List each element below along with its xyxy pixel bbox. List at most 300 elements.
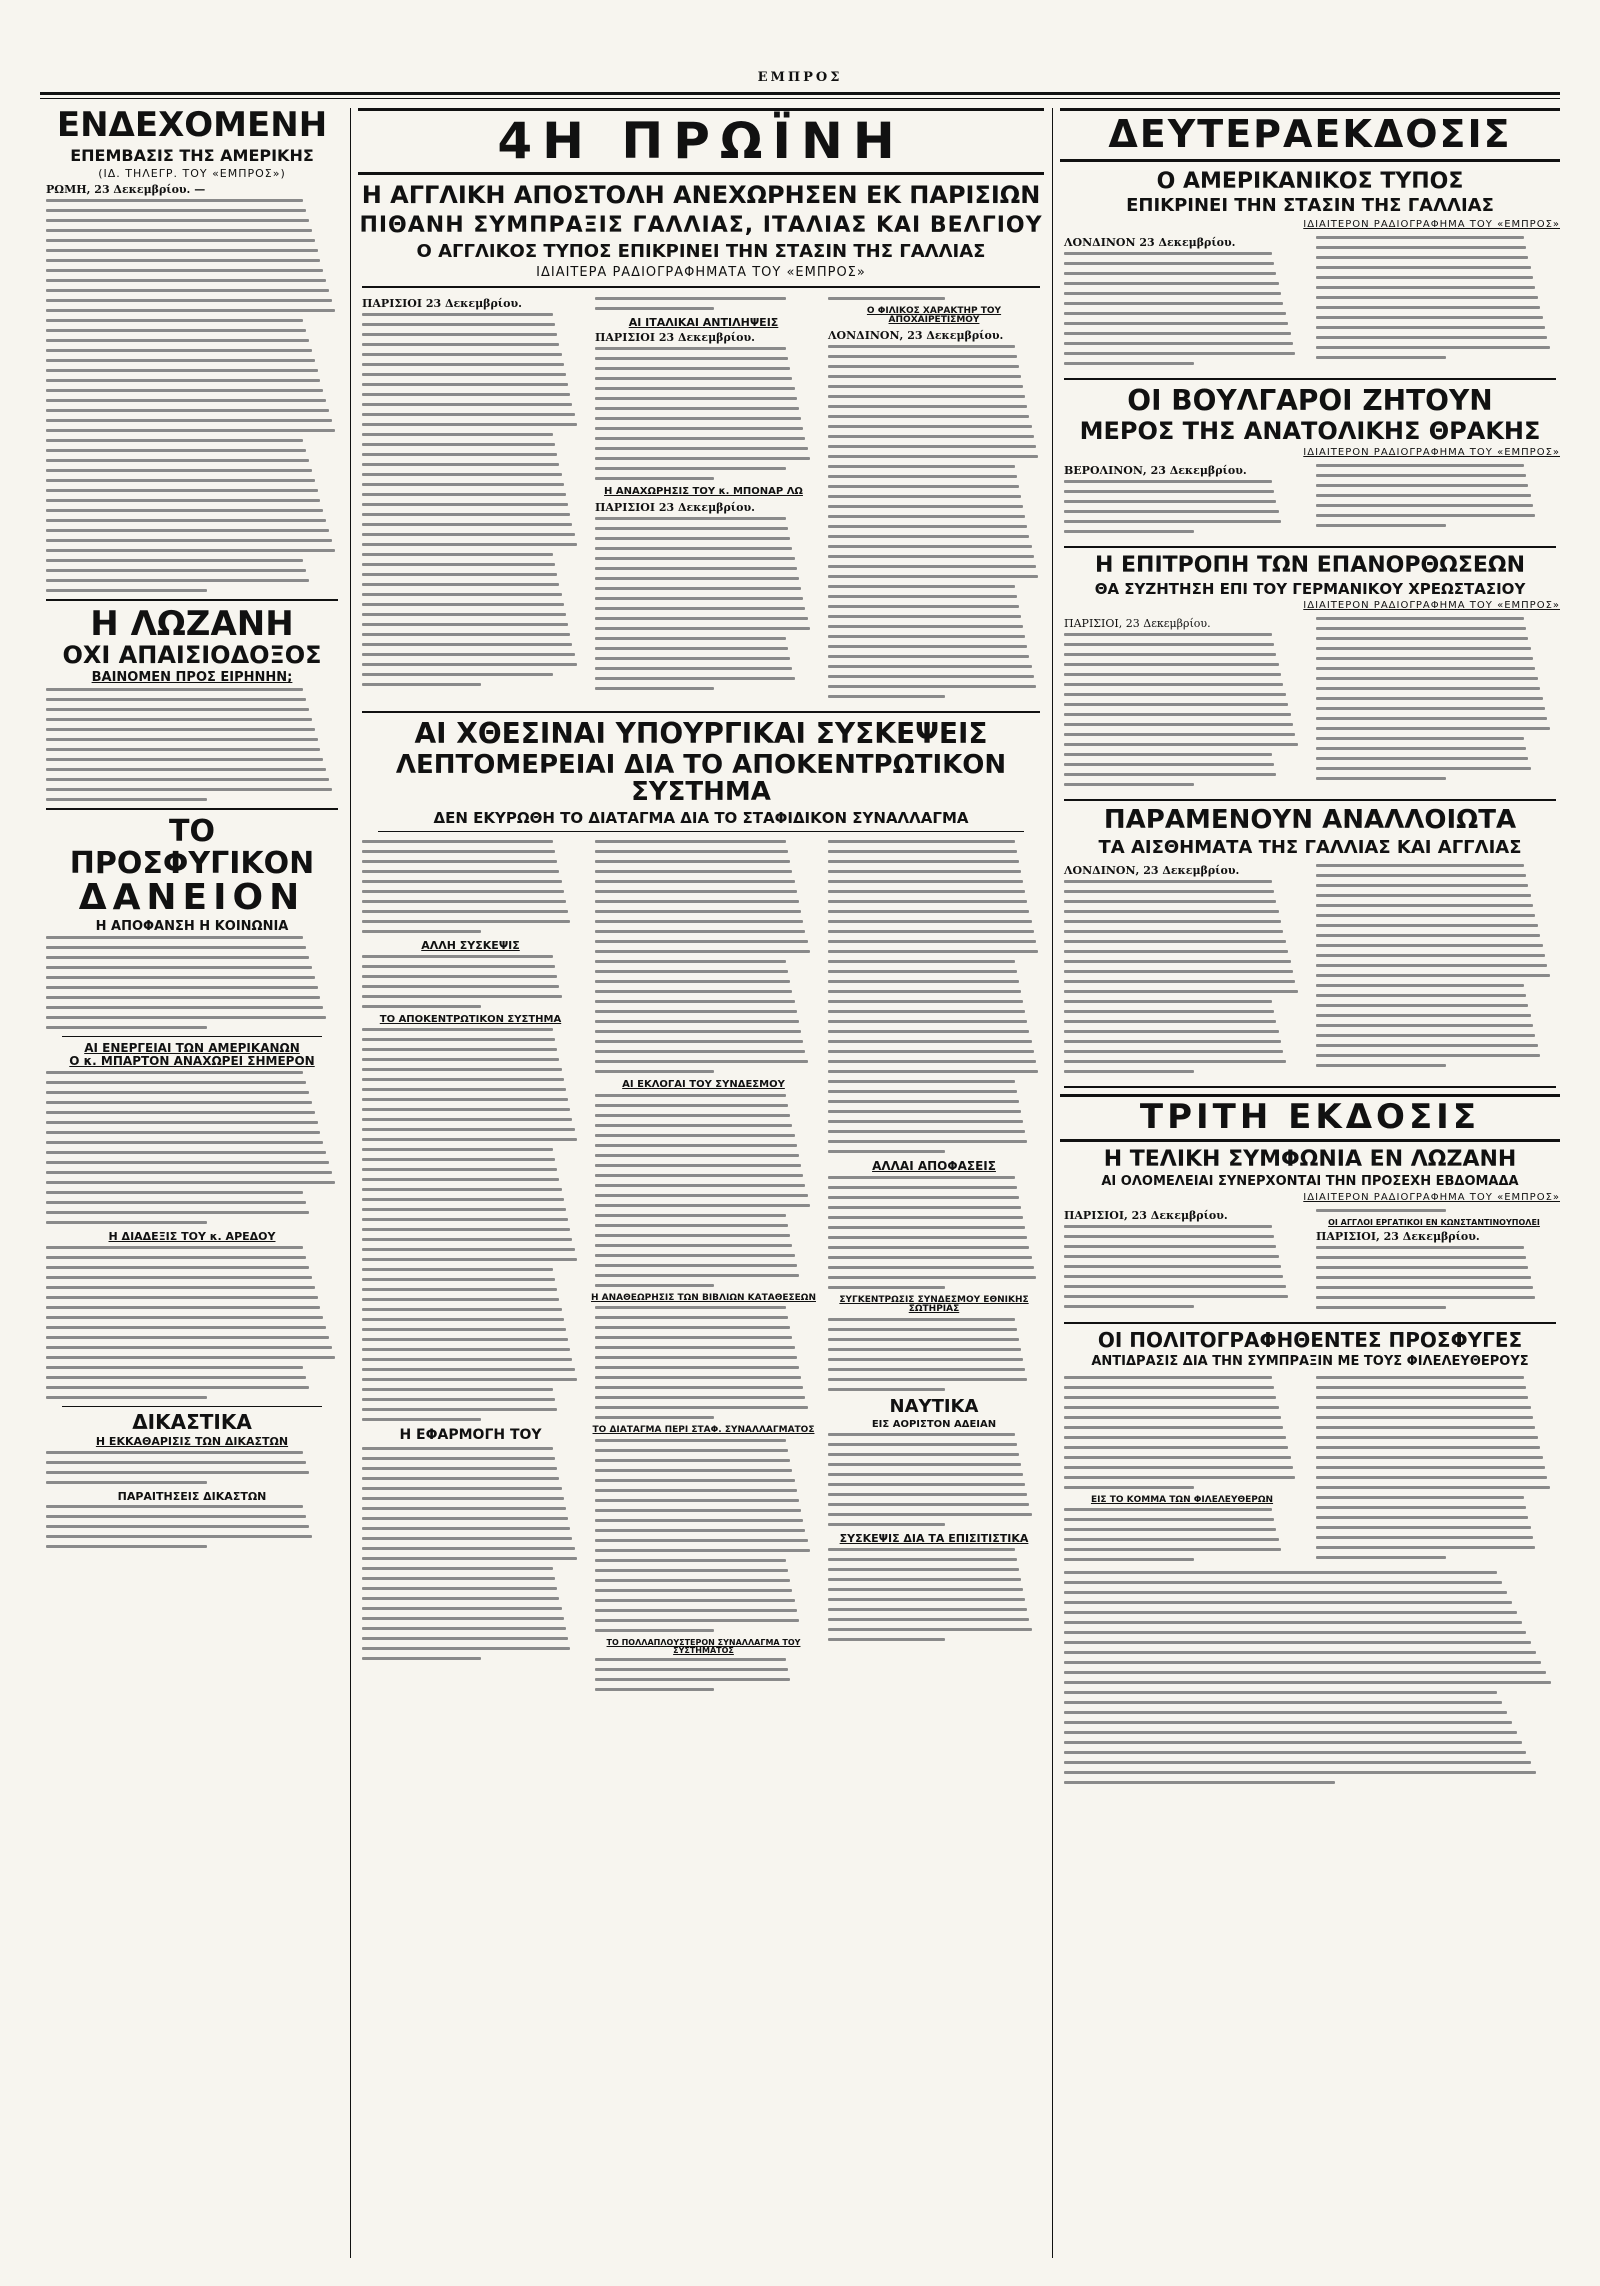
headline-english-press: Ο ΑΓΓΛΙΚΟΣ ΤΥΠΟΣ ΕΠΙΚΡΙΝΕΙ ΤΗΝ ΣΤΑΣΙΝ ΤΗΣ ΓΑΛΛΙΑΣ xyxy=(416,240,986,262)
center-column xyxy=(358,108,1044,2258)
headline-bulgarians: ΟΙ ΒΟΥΛΓΑΡΟΙ ΖΗΤΟΥΝ xyxy=(1127,383,1493,417)
text-line xyxy=(595,1224,788,1227)
text-line xyxy=(828,505,1023,508)
text-line xyxy=(828,1130,1025,1133)
text-line xyxy=(1316,1044,1538,1047)
dateline: ΠΑΡΙΣΙΟΙ 23 Δεκεμβρίου. xyxy=(595,500,755,514)
text-line xyxy=(595,1499,799,1502)
text-line xyxy=(1064,1426,1283,1429)
text-line xyxy=(46,1151,326,1154)
article-body-lines xyxy=(828,1433,1040,1526)
text-line xyxy=(46,449,306,452)
text-line xyxy=(46,1276,312,1279)
text-line xyxy=(1064,1538,1279,1541)
text-line xyxy=(362,503,568,506)
text-line xyxy=(828,1206,1021,1209)
text-line xyxy=(595,667,792,670)
text-line xyxy=(1064,1040,1281,1043)
text-line xyxy=(1064,633,1272,636)
text-line xyxy=(46,209,306,212)
second-edition-title: ΔΕΥΤΕΡΑΕΚΔΟΣΙΣ xyxy=(1108,112,1512,156)
text-line xyxy=(1064,1581,1502,1584)
text-line xyxy=(1064,1721,1512,1724)
text-line xyxy=(1064,743,1298,746)
text-line xyxy=(362,393,570,396)
third-edition-banner xyxy=(1060,1094,1560,1142)
text-line xyxy=(46,539,332,542)
text-line xyxy=(1064,362,1194,365)
text-line xyxy=(362,623,568,626)
text-line xyxy=(1064,342,1293,345)
article-col-2 xyxy=(591,294,816,705)
text-line xyxy=(828,970,1017,973)
text-line xyxy=(46,1336,329,1339)
text-line xyxy=(595,850,788,853)
text-line xyxy=(828,535,1029,538)
text-line xyxy=(1316,256,1528,259)
text-line xyxy=(362,1268,553,1271)
text-line xyxy=(1064,900,1276,903)
left-column xyxy=(42,108,342,2258)
text-line xyxy=(46,289,329,292)
text-line xyxy=(1064,960,1291,963)
text-line xyxy=(362,1408,557,1411)
text-line xyxy=(828,1513,1032,1516)
dateline: ΛΟΝΔΙΝΟΝ, 23 Δεκεμβρίου. xyxy=(1064,864,1240,878)
subheadline-not-pessimistic: ΟΧΙ ΑΠΑΙΣΙΟΔΟΞΟΣ xyxy=(62,641,322,670)
text-line xyxy=(46,976,315,979)
text-line xyxy=(1316,286,1535,289)
text-line xyxy=(828,1473,1023,1476)
text-line xyxy=(362,413,575,416)
text-line xyxy=(828,1348,1021,1351)
text-line xyxy=(1064,1416,1281,1419)
section-divider xyxy=(1064,799,1556,801)
article-body-lines xyxy=(595,1658,812,1691)
text-line xyxy=(1064,1476,1295,1479)
text-line xyxy=(362,1388,553,1391)
text-line xyxy=(595,1619,799,1622)
text-line xyxy=(1064,1486,1194,1489)
text-line xyxy=(595,970,788,973)
text-line xyxy=(1064,1671,1546,1674)
text-line xyxy=(362,483,564,486)
text-line xyxy=(362,880,562,883)
article-body-lines xyxy=(1316,864,1552,1067)
text-line xyxy=(595,1134,795,1137)
text-line xyxy=(1064,1751,1526,1754)
text-line xyxy=(1064,1436,1286,1439)
text-line xyxy=(595,1060,808,1063)
edition-banner xyxy=(358,108,1044,175)
text-line xyxy=(828,475,1017,478)
text-line xyxy=(1316,1446,1540,1449)
article-reparations xyxy=(1060,614,1560,793)
article-refugees xyxy=(1060,1373,1560,1568)
text-line xyxy=(1316,924,1538,927)
text-line xyxy=(828,870,1021,873)
text-line xyxy=(46,389,323,392)
text-line xyxy=(46,1535,312,1538)
text-line xyxy=(362,1647,570,1650)
text-line xyxy=(828,1443,1017,1446)
edition-title: 4Η ΠΡΩΪΝΗ xyxy=(497,112,905,170)
text-line xyxy=(1316,336,1547,339)
text-line xyxy=(46,788,332,791)
text-line xyxy=(46,798,207,801)
text-line xyxy=(1064,703,1288,706)
text-line xyxy=(46,229,312,232)
article-body-lines xyxy=(595,1439,812,1632)
right-column xyxy=(1060,108,1560,2258)
section-divider xyxy=(1064,378,1556,380)
text-line xyxy=(362,1507,566,1510)
text-line xyxy=(362,1617,564,1620)
text-line xyxy=(595,960,786,963)
subheadline-application: Η ΕΦΑΡΜΟΓΗ ΤΟΥ xyxy=(399,1427,542,1444)
text-line xyxy=(828,485,1019,488)
headline-judicial: ΔΙΚΑΣΤΙΚΑ xyxy=(132,1410,252,1435)
text-line xyxy=(362,900,566,903)
text-line xyxy=(46,269,323,272)
text-line xyxy=(362,553,553,556)
article-body-lines xyxy=(828,345,1040,698)
text-line xyxy=(362,1487,562,1490)
text-line xyxy=(46,1256,306,1259)
headline-english-mission: Η ΑΓΓΛΙΚΗ ΑΠΟΣΤΟΛΗ ΑΝΕΧΩΡΗΣΕΝ ΕΚ ΠΑΡΙΣΙΩΝ xyxy=(361,180,1041,209)
text-line xyxy=(362,1308,562,1311)
text-line xyxy=(828,565,1036,568)
text-line xyxy=(1064,1591,1507,1594)
section-divider xyxy=(1064,1322,1556,1324)
text-line xyxy=(595,1000,795,1003)
section-divider xyxy=(62,1036,322,1037)
text-line xyxy=(362,975,557,978)
text-line xyxy=(1064,1060,1286,1063)
text-line xyxy=(595,1114,790,1117)
text-line xyxy=(595,1559,786,1562)
section-divider xyxy=(46,808,338,810)
text-line xyxy=(595,1539,808,1542)
text-line xyxy=(1316,757,1528,760)
text-line xyxy=(595,687,714,690)
text-line xyxy=(595,407,799,410)
text-line xyxy=(362,1577,555,1580)
text-line xyxy=(828,1286,945,1289)
text-line xyxy=(828,1358,1023,1361)
text-line xyxy=(828,555,1034,558)
text-line xyxy=(1064,530,1194,533)
text-line xyxy=(828,1110,1021,1113)
text-line xyxy=(1064,1245,1276,1248)
text-line xyxy=(595,1094,786,1097)
text-line xyxy=(595,577,799,580)
text-line xyxy=(362,543,577,546)
lower-articles xyxy=(358,837,1044,1698)
text-line xyxy=(46,1481,207,1484)
article-body-lines xyxy=(828,1176,1040,1289)
text-line xyxy=(595,1386,803,1389)
article-col-3 xyxy=(824,837,1044,1698)
text-line xyxy=(362,1118,572,1121)
text-line xyxy=(595,1439,786,1442)
text-line xyxy=(1064,880,1272,883)
text-line xyxy=(595,1579,790,1582)
text-line xyxy=(595,647,788,650)
text-line xyxy=(46,1246,303,1249)
text-line xyxy=(595,1040,803,1043)
subheadline-liberal-party: ΕΙΣ ΤΟ ΚΟΜΜΑ ΤΩΝ ΦΙΛΕΛΕΥΘΕΡΩΝ xyxy=(1090,1494,1274,1505)
text-line xyxy=(362,683,481,686)
headline-cabinet: ΑΙ ΧΘΕΣΙΝΑΙ ΥΠΟΥΡΓΙΚΑΙ ΣΥΣΚΕΨΕΙΣ xyxy=(414,716,988,750)
text-line xyxy=(1064,1771,1536,1774)
text-line xyxy=(1064,1235,1274,1238)
text-line xyxy=(46,509,323,512)
text-line xyxy=(1064,1641,1531,1644)
text-line xyxy=(1316,677,1538,680)
text-line xyxy=(362,1547,575,1550)
text-line xyxy=(46,1016,326,1019)
text-line xyxy=(1316,994,1526,997)
text-line xyxy=(595,1244,792,1247)
text-line xyxy=(595,1629,714,1632)
text-line xyxy=(362,1587,557,1590)
text-line xyxy=(595,1469,792,1472)
text-line xyxy=(1316,747,1526,750)
text-line xyxy=(1316,1496,1524,1499)
text-line xyxy=(46,1396,207,1399)
text-line xyxy=(362,965,555,968)
text-line xyxy=(362,1278,555,1281)
section-divider xyxy=(46,599,338,601)
text-line xyxy=(1316,1486,1550,1489)
text-line xyxy=(362,1517,568,1520)
text-line xyxy=(1316,316,1543,319)
text-line xyxy=(362,1497,564,1500)
text-line xyxy=(1064,322,1288,325)
text-line xyxy=(595,1376,801,1379)
text-line xyxy=(46,688,303,691)
text-line xyxy=(46,748,320,751)
text-line xyxy=(595,657,790,660)
article-body-lines xyxy=(46,1246,338,1399)
article-body-lines xyxy=(828,297,1040,300)
text-line xyxy=(362,373,566,376)
section-divider xyxy=(362,286,1040,288)
text-line xyxy=(828,415,1029,418)
text-line xyxy=(595,1050,805,1053)
article-body-lines xyxy=(362,313,579,686)
section-divider xyxy=(1064,546,1556,548)
text-line xyxy=(828,665,1032,668)
text-line xyxy=(1316,1209,1446,1212)
text-line xyxy=(46,259,320,262)
text-line xyxy=(828,455,1038,458)
text-line xyxy=(46,1111,315,1114)
text-line xyxy=(595,1668,788,1671)
text-line xyxy=(595,990,792,993)
subheadline-other-decisions: ΑΛΛΑΙ ΑΠΟΦΑΣΕΙΣ xyxy=(872,1159,996,1174)
text-line xyxy=(46,1191,303,1194)
text-line xyxy=(1316,964,1547,967)
text-line xyxy=(595,1678,790,1681)
text-line xyxy=(1316,326,1545,329)
text-line xyxy=(46,309,335,312)
dateline: ΛΟΝΔΙΝΟΝ 23 Δεκεμβρίου. xyxy=(1064,235,1236,249)
subheadline-resignations: ΠΑΡΑΙΤΗΣΕΙΣ ΔΙΚΑΣΤΩΝ xyxy=(117,1489,267,1503)
text-line xyxy=(595,1336,792,1339)
text-line xyxy=(1064,1030,1279,1033)
text-line xyxy=(46,986,318,989)
text-line xyxy=(46,459,309,462)
headline-reparations: Η ΕΠΙΤΡΟΠΗ ΤΩΝ ΕΠΑΝΟΡΘΩΣΕΩΝ xyxy=(1094,553,1526,579)
text-line xyxy=(1064,1601,1512,1604)
text-line xyxy=(595,1326,790,1329)
text-line xyxy=(362,513,570,516)
text-line xyxy=(46,1121,318,1124)
text-line xyxy=(1316,1466,1545,1469)
text-line xyxy=(828,1070,1038,1073)
text-line xyxy=(1064,1446,1288,1449)
text-line xyxy=(362,1248,575,1251)
text-line xyxy=(46,359,315,362)
subheadline-bonar-law: Η ΑΝΑΧΩΡΗΣΙΣ ΤΟΥ κ. ΜΠΟΝΑΡ ΛΩ xyxy=(604,486,803,498)
text-line xyxy=(1316,1546,1535,1549)
text-line xyxy=(1064,783,1194,786)
dateline: ΠΑΡΙΣΙΟΙ, 23 Δεκεμβρίου. xyxy=(1316,1230,1480,1244)
text-line xyxy=(362,423,577,426)
text-line xyxy=(828,1276,1036,1279)
headline-refugee-loan: ΤΟ ΠΡΟΣΦΥΓΙΚΟΝ xyxy=(69,814,315,881)
text-line xyxy=(595,547,792,550)
article-body-lines xyxy=(595,1306,812,1419)
article-col-2 xyxy=(591,837,816,1698)
text-line xyxy=(1064,1681,1551,1684)
text-line xyxy=(828,1618,1029,1621)
text-line xyxy=(828,515,1025,518)
text-line xyxy=(1064,1456,1291,1459)
text-line xyxy=(828,1010,1025,1013)
text-line xyxy=(362,1657,481,1660)
subheadline-indefinite-leave: ΕΙΣ ΑΟΡΙΣΤΟΝ ΑΔΕΙΑΝ xyxy=(871,1418,997,1430)
text-line xyxy=(1316,1246,1524,1249)
text-line xyxy=(828,850,1017,853)
text-line xyxy=(1316,954,1545,957)
text-line xyxy=(1316,1536,1533,1539)
text-line xyxy=(1316,504,1533,507)
subheadline-barton: Ο κ. ΜΠΑΡΤΟΝ ΑΝΑΧΩΡΕΙ ΣΗΜΕΡΟΝ xyxy=(69,1054,315,1069)
subheadline-france-stance: ΕΠΙΚΡΙΝΕΙ ΤΗΝ ΣΤΑΣΙΝ ΤΗΣ ΓΑΛΛΙΑΣ xyxy=(1126,194,1494,216)
text-line xyxy=(1316,346,1550,349)
text-line xyxy=(362,343,559,346)
text-line xyxy=(1316,904,1533,907)
text-line xyxy=(362,1318,564,1321)
text-line xyxy=(595,597,803,600)
text-line xyxy=(595,1519,803,1522)
text-line xyxy=(1064,1050,1283,1053)
text-line xyxy=(1064,480,1272,483)
text-line xyxy=(595,1509,801,1512)
text-line xyxy=(1064,990,1298,993)
text-line xyxy=(828,297,945,300)
subheadline-decree: ΤΟ ΔΙΑΤΑΓΜΑ ΠΕΡΙ ΣΤΑΦ. ΣΥΝΑΛΛΑΓΜΑΤΟΣ xyxy=(592,1425,815,1436)
headline-americans: ΑΙ ΕΝΕΡΓΕΙΑΙ ΤΩΝ ΑΜΕΡΙΚΑΝΩΝ xyxy=(84,1041,300,1056)
text-line xyxy=(362,323,555,326)
text-line xyxy=(1316,246,1526,249)
text-line xyxy=(362,920,570,923)
text-line xyxy=(1064,1731,1517,1734)
text-line xyxy=(828,1090,1017,1093)
text-line xyxy=(1064,763,1274,766)
text-line xyxy=(46,219,309,222)
text-line xyxy=(362,910,568,913)
article-body-lines xyxy=(1064,1508,1300,1561)
article-body-lines xyxy=(1064,1376,1300,1489)
text-line xyxy=(1316,1516,1528,1519)
article-body-lines xyxy=(1316,236,1552,359)
text-line xyxy=(828,655,1029,658)
text-line xyxy=(828,1628,1032,1631)
text-line xyxy=(46,1141,323,1144)
text-line xyxy=(828,1548,1015,1551)
text-line xyxy=(595,1356,797,1359)
text-line xyxy=(828,445,1036,448)
text-line xyxy=(828,355,1017,358)
text-line xyxy=(362,1128,575,1131)
text-line xyxy=(595,1459,790,1462)
article-body-lines xyxy=(46,1505,338,1548)
text-line xyxy=(828,1236,1027,1239)
article-american-press xyxy=(1060,233,1560,372)
text-line xyxy=(828,880,1023,883)
subheadline-naval: ΝΑΥΤΙΚΑ xyxy=(889,1395,979,1417)
text-line xyxy=(1316,1426,1535,1429)
text-line xyxy=(362,1557,577,1560)
text-line xyxy=(362,333,557,336)
text-line xyxy=(362,573,557,576)
subheadline-liberals: ΑΝΤΙΔΡΑΣΙΣ ΔΙΑ ΤΗΝ ΣΥΜΠΡΑΞΙΝ ΜΕ ΤΟΥΣ ΦΙΛΕΛΕΥΘΕΡΟΥΣ xyxy=(1091,1354,1529,1370)
text-line xyxy=(46,299,332,302)
text-line xyxy=(595,1254,795,1257)
text-line xyxy=(1316,627,1526,630)
headline-refugees: ΟΙ ΠΟΛΙΤΟΓΡΑΦΗΘΕΝΤΕΣ ΠΡΟΣΦΥΓΕΣ xyxy=(1097,1328,1523,1353)
text-line xyxy=(362,1467,557,1470)
text-line xyxy=(362,1627,566,1630)
text-line xyxy=(828,1050,1034,1053)
text-line xyxy=(1316,667,1535,670)
text-line xyxy=(1316,1014,1531,1017)
subheadline-german-debt: ΘΑ ΣΥΖΗΤΗΣΗ ΕΠΙ ΤΟΥ ΓΕΡΜΑΝΙΚΟΥ ΧΡΕΩΣΤΑΣΙΟΥ xyxy=(1094,579,1526,598)
text-line xyxy=(828,1120,1023,1123)
text-line xyxy=(1316,914,1535,917)
text-line xyxy=(828,365,1019,368)
masthead-rule xyxy=(40,92,1560,95)
text-line xyxy=(595,427,803,430)
text-line xyxy=(1316,944,1543,947)
text-line xyxy=(1316,1396,1528,1399)
text-line xyxy=(595,860,790,863)
article-body-lines xyxy=(1064,1571,1556,1784)
text-line xyxy=(1064,510,1279,513)
text-line xyxy=(46,569,306,572)
text-line xyxy=(362,353,562,356)
text-line xyxy=(595,1030,801,1033)
wire-caption: ΙΔΙΑΙΤΕΡΟΝ ΡΑΔΙΟΓΡΑΦΗΜΑ ΤΟΥ «ΕΜΠΡΟΣ» xyxy=(1303,600,1560,612)
text-line xyxy=(595,930,805,933)
text-line xyxy=(828,1060,1036,1063)
text-line xyxy=(828,545,1032,548)
text-line xyxy=(362,1198,564,1201)
